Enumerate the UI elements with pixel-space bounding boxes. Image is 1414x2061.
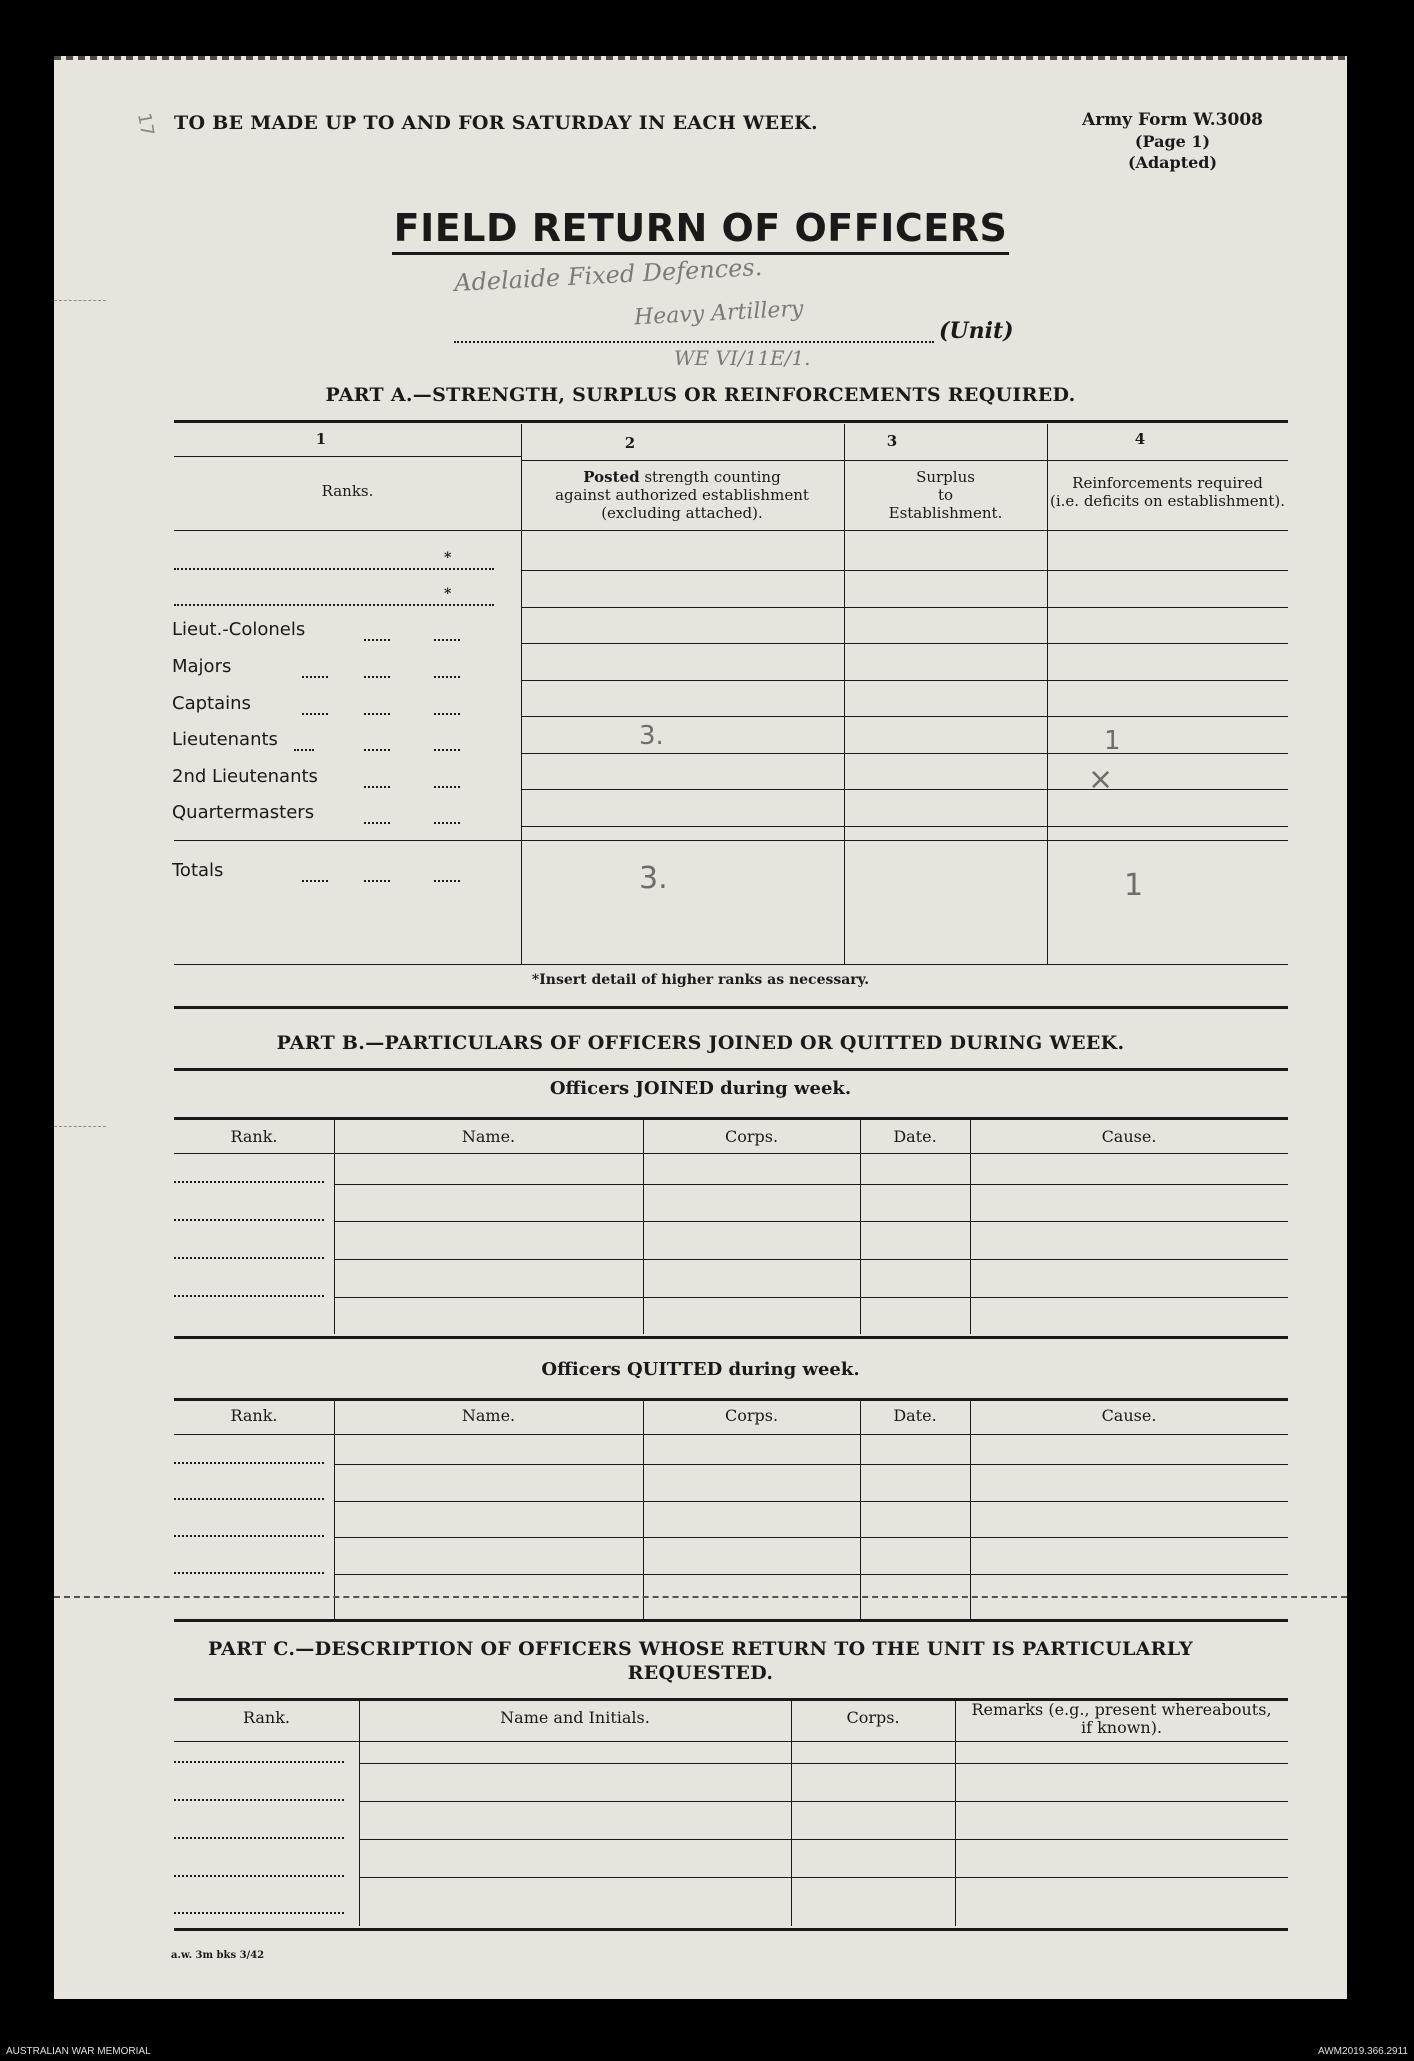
totals-posted-value: 3. <box>639 861 668 896</box>
part-a-vline <box>1047 424 1048 964</box>
joined-table-bottom-rule <box>174 1336 1288 1339</box>
rank-lieutenants: Lieutenants <box>172 729 278 750</box>
joined-row-rule <box>334 1259 1288 1260</box>
col-head-posted: Posted strength counting against authorized establishment (excluding attached). <box>555 468 809 522</box>
part-a-footnote: *Insert detail of higher ranks as necessary. <box>531 972 870 988</box>
leader-dots <box>302 880 328 882</box>
row-rule <box>521 607 1288 608</box>
leader-dots <box>364 713 390 715</box>
unit-label: (Unit) <box>939 318 1014 344</box>
unit-handwriting-2: Heavy Artillery <box>633 296 805 331</box>
rank-majors: Majors <box>172 656 232 677</box>
leader-dots <box>302 676 328 678</box>
leader-dots <box>364 676 390 678</box>
part-b-heading: PART B.—PARTICULARS OF OFFICERS JOINED OR QUITTED DURING WEEK. <box>276 1032 1125 1054</box>
extra-rank-fill-2 <box>174 604 494 606</box>
part-c-row-dots <box>174 1799 344 1801</box>
rank-quartermasters: Quartermasters <box>172 802 315 823</box>
joined-row-dots <box>174 1295 324 1297</box>
joined-row-dots <box>174 1257 324 1259</box>
quitted-header-rule <box>174 1434 1288 1435</box>
leader-dots <box>364 880 390 882</box>
leader-dots <box>434 713 460 715</box>
part-a-end-rule <box>174 1006 1288 1009</box>
totals-top-rule <box>174 840 1288 841</box>
joined-row-rule <box>334 1184 1288 1185</box>
part-c-col-corps: Corps. <box>846 1708 900 1727</box>
part-c-col-remarks: Remarks (e.g., present whereabouts, if known). <box>971 1700 1272 1737</box>
joined-vline <box>970 1120 971 1334</box>
row-rule <box>521 680 1288 681</box>
page-title: FIELD RETURN OF OFFICERS <box>54 206 1347 250</box>
col-number-4: 4 <box>1134 430 1146 448</box>
part-a-vline <box>521 424 522 964</box>
leader-dots <box>434 749 460 751</box>
leader-dots <box>364 786 390 788</box>
quitted-row-dots <box>174 1462 324 1464</box>
col-number-3: 3 <box>886 432 898 450</box>
col-head-reinforcements: Reinforcements required (i.e. deficits on establishment). <box>1050 474 1285 510</box>
joined-vline <box>860 1120 861 1334</box>
joined-row-dots <box>174 1181 324 1183</box>
quitted-vline <box>860 1401 861 1619</box>
joined-vline <box>334 1120 335 1334</box>
quitted-col-date: Date. <box>893 1406 937 1425</box>
quitted-vline <box>970 1401 971 1619</box>
part-b-top-rule <box>174 1068 1288 1071</box>
joined-vline <box>643 1120 644 1334</box>
leader-dots <box>364 639 390 641</box>
part-c-heading: PART C.—DESCRIPTION OF OFFICERS WHOSE RETURN TO THE UNIT IS PARTICULARLY REQUESTED. <box>207 1638 1194 1684</box>
edge-tick <box>54 300 106 301</box>
quitted-table-bottom-rule <box>174 1619 1288 1622</box>
rank-lieut-colonels: Lieut.-Colonels <box>172 619 306 640</box>
leader-dots <box>434 880 460 882</box>
totals-reinf-value: 1 <box>1124 868 1144 903</box>
leader-dots <box>294 749 314 751</box>
quitted-vline <box>334 1401 335 1619</box>
row-rule <box>521 643 1288 644</box>
rank-totals: Totals <box>172 860 224 881</box>
archive-caption: AUSTRALIAN WAR MEMORIAL <box>6 2046 151 2057</box>
unit-handwriting-1: Adelaide Fixed Defences. <box>453 252 763 298</box>
joined-col-name: Name. <box>461 1127 516 1146</box>
top-perforation <box>54 56 1347 60</box>
form-reference <box>1082 110 1263 173</box>
joined-col-rank: Rank. <box>230 1127 278 1146</box>
part-c-vline <box>359 1701 360 1926</box>
edge-tick <box>54 1126 106 1127</box>
part-c-row-rule <box>359 1801 1288 1802</box>
instruction-text: TO BE MADE UP TO AND FOR SATURDAY IN EACH WEEK. <box>174 112 818 134</box>
col-number-rule <box>521 460 1288 461</box>
col-head-ranks: Ranks. <box>321 482 374 500</box>
part-c-row-rule <box>359 1763 1288 1764</box>
rank-2nd-lieutenants: 2nd Lieutenants <box>172 766 318 787</box>
part-c-col-rank: Rank. <box>242 1708 291 1727</box>
leader-dots <box>434 639 460 641</box>
quitted-table-top-rule <box>174 1398 1288 1401</box>
middle-perforation <box>54 1596 1347 1598</box>
unit-handwriting-3: WE VI/11E/1. <box>674 346 811 370</box>
part-c-row-dots <box>174 1912 344 1914</box>
quitted-row-rule <box>334 1501 1288 1502</box>
part-c-row-rule <box>359 1877 1288 1878</box>
quitted-row-dots <box>174 1572 324 1574</box>
joined-col-corps: Corps. <box>724 1127 779 1146</box>
col-number-1: 1 <box>315 430 327 448</box>
joined-table-top-rule <box>174 1117 1288 1120</box>
part-c-row-dots <box>174 1875 344 1877</box>
leader-dots <box>364 822 390 824</box>
row-rule <box>521 716 1288 717</box>
joined-header-rule <box>174 1153 1288 1154</box>
quitted-row-rule <box>334 1537 1288 1538</box>
leader-dots <box>434 822 460 824</box>
star-marker-1: * <box>444 550 452 566</box>
quitted-row-dots <box>174 1535 324 1537</box>
quitted-row-rule <box>334 1464 1288 1465</box>
joined-col-cause: Cause. <box>1101 1127 1157 1146</box>
joined-row-rule <box>334 1297 1288 1298</box>
quitted-col-corps: Corps. <box>724 1406 779 1425</box>
lieutenants-posted-value: 3. <box>639 721 664 751</box>
extra-rank-fill-1 <box>174 568 494 570</box>
leader-dots <box>302 713 328 715</box>
part-a-vline <box>844 424 845 964</box>
quitted-row-dots <box>174 1498 324 1500</box>
part-c-vline <box>791 1701 792 1926</box>
part-a-heading: PART A.—STRENGTH, SURPLUS OR REINFORCEMENTS REQUIRED. <box>325 384 1076 406</box>
part-c-header-rule <box>174 1741 1288 1742</box>
col-head-surplus: Surplus to Establishment. <box>888 468 1003 522</box>
joined-row-rule <box>334 1221 1288 1222</box>
col-number-2: 2 <box>624 434 636 452</box>
quitted-vline <box>643 1401 644 1619</box>
second-lieut-reinf-value: × <box>1088 762 1114 797</box>
leader-dots <box>364 749 390 751</box>
joined-row-dots <box>174 1219 324 1221</box>
row-rule <box>521 826 1288 827</box>
row-rule <box>521 570 1288 571</box>
margin-mark: 17 <box>133 111 158 138</box>
quitted-row-rule <box>334 1574 1288 1575</box>
part-a-top-rule <box>174 420 1288 423</box>
quitted-col-rank: Rank. <box>230 1406 278 1425</box>
part-c-row-dots <box>174 1761 344 1763</box>
leader-dots <box>434 786 460 788</box>
part-c-vline <box>955 1701 956 1926</box>
part-c-col-name: Name and Initials. <box>500 1708 650 1727</box>
form-adapted: (Adapted) <box>1127 153 1218 172</box>
form-page: (Page 1) <box>1134 132 1211 151</box>
star-marker-2: * <box>444 586 452 602</box>
quitted-col-cause: Cause. <box>1101 1406 1157 1425</box>
archive-id: AWM2019.366.2911 <box>1317 2046 1408 2057</box>
part-c-row-dots <box>174 1837 344 1839</box>
col1-number-rule <box>174 456 521 457</box>
form-sheet <box>54 56 1347 1999</box>
joined-heading: Officers JOINED during week. <box>549 1078 852 1099</box>
joined-col-date: Date. <box>893 1127 937 1146</box>
quitted-col-name: Name. <box>461 1406 516 1425</box>
part-a-header-rule <box>174 530 1288 531</box>
quitted-heading: Officers QUITTED during week. <box>541 1359 860 1380</box>
lieutenants-reinf-value: 1 <box>1104 726 1121 756</box>
unit-fill-line <box>454 341 934 343</box>
part-c-row-rule <box>359 1839 1288 1840</box>
part-a-bottom-rule <box>174 964 1288 965</box>
row-rule <box>521 789 1288 790</box>
form-name: Army Form W.3008 <box>1082 110 1263 130</box>
rank-captains: Captains <box>172 693 251 714</box>
print-code: a.w. 3m bks 3/42 <box>171 1950 265 1961</box>
row-rule <box>521 753 1288 754</box>
leader-dots <box>434 676 460 678</box>
part-c-bottom-rule <box>174 1928 1288 1931</box>
